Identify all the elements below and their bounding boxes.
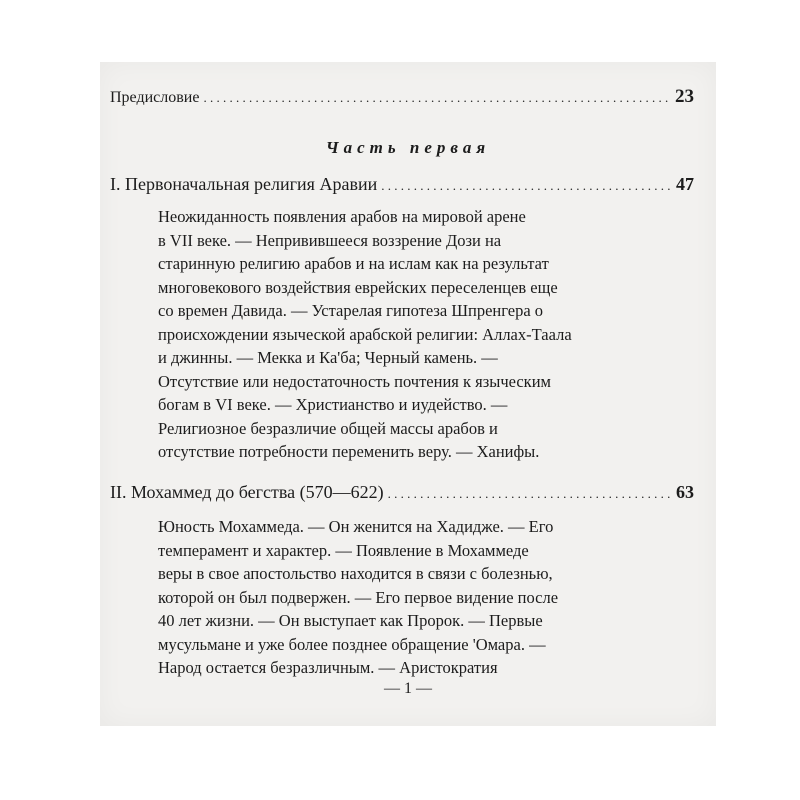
summary-line: многовекового воздействия еврейских переселенцев еще <box>158 277 558 297</box>
toc-entry-chapter-1 <box>110 174 694 195</box>
chapter-title: II. Мохаммед до бегства (570—622) <box>110 482 384 502</box>
summary-line: Юность Мохаммеда. — Он женится на Хадидже. — Его <box>158 517 554 536</box>
dot-leader <box>381 174 672 195</box>
summary-line: в VII веке. — Непривившееся воззрение Дози на <box>158 230 502 250</box>
summary-line: Отсутствие или недостаточность почтения к языческим <box>158 371 551 391</box>
summary-line: отсутствие потребности переменить веру. — Ханифы. <box>158 442 540 461</box>
book-page <box>100 62 716 726</box>
summary-line: и джинны. — Мекка и Ка'ба; Черный камень. — <box>158 348 498 367</box>
chapter-title: I. Первоначальная религия Аравии <box>110 174 378 194</box>
summary-line: мусульмане и уже более позднее обращение 'Омара. — <box>158 634 546 654</box>
summary-line: старинную религию арабов и на ислам как на результат <box>158 254 549 273</box>
summary-line: со времен Давида. — Устарелая гипотеза Шпренгера о <box>158 301 544 320</box>
toc-entry-title: Предисловие <box>110 89 200 106</box>
summary-line: темперамент и характер. — Появление в Мохаммеде <box>158 540 529 560</box>
chapter-page: 47 <box>676 174 694 194</box>
chapter-1-summary <box>158 205 698 464</box>
dot-leader <box>388 482 672 503</box>
summary-line: происхождении языческой арабской религии: Аллах-Таала <box>158 324 572 344</box>
toc-entry-preface <box>110 86 694 108</box>
chapter-2-summary <box>158 515 698 680</box>
toc-entry-page: 23 <box>675 86 694 107</box>
summary-line: Народ остается безразличным. — Аристократия <box>158 658 498 677</box>
chapter-page: 63 <box>676 482 694 502</box>
dot-leader <box>203 89 671 107</box>
toc-entry-chapter-2 <box>110 482 694 503</box>
page-number: — 1 — <box>384 680 432 697</box>
summary-line: веры в свое апостольство находится в связи с болезнью, <box>158 564 553 583</box>
part-title: Часть первая <box>325 138 491 157</box>
summary-line: 40 лет жизни. — Он выступает как Пророк. — Первые <box>158 611 543 630</box>
summary-line: Неожиданность появления арабов на мировой арене <box>158 207 526 226</box>
summary-line: Религиозное безразличие общей массы арабов и <box>158 418 498 438</box>
summary-line: богам в VI веке. — Христианство и иудейство. — <box>158 395 508 414</box>
summary-line: которой он был подвержен. — Его первое видение после <box>158 587 559 607</box>
